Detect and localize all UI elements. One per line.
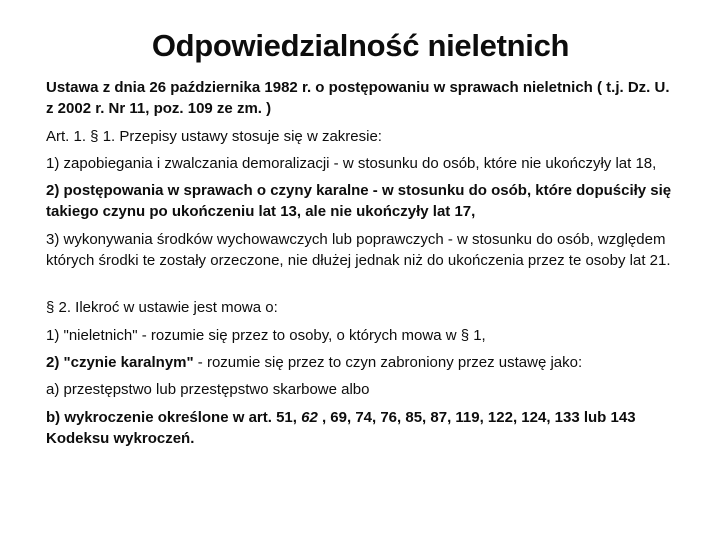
definition-body: - rozumie się przez to czyn zabroniony przez ustawę jako: — [193, 353, 583, 371]
paragraph-art1-par1: Art. 1. § 1. Przepisy ustawy stosuje się w zakresie: — [46, 127, 382, 145]
paragraph-definition-nieletni: 1) "nieletnich" - rozumie się przez to osoby, o których mowa w § 1, — [46, 326, 486, 344]
slide-title: Odpowiedzialność nieletnich — [151, 28, 570, 63]
slide-body — [46, 77, 675, 449]
letter-b-part-3: , 69, 74, 76, 85, 87, 119, 122, 124, 133 lub 143 Kodeksu wykroczeń. — [46, 408, 636, 447]
paragraph-point-2: 2) postępowania w sprawach o czyny karalne - w stosunku do osób, które dopuściły się takiego czynu po ukończeniu lat 13, ale nie ukończyły lat 17, — [46, 182, 672, 221]
paragraph-point-3: 3) wykonywania środków wychowawczych lub poprawczych - w stosunku do osób, względem których środki te zostały orzeczone, nie dłużej jednak niż do ukończenia przez te osoby lat 21. — [46, 230, 671, 270]
letter-b-part-1: b) wykroczenie określone w art. 51, — [46, 408, 302, 426]
paragraph-letter-a: a) przestępstwo lub przestępstwo skarbowe albo — [46, 381, 370, 399]
paragraph-par2-intro: § 2. Ilekroć w ustawie jest mowa o: — [46, 299, 278, 317]
paragraph-statute-reference: Ustawa z dnia 26 października 1982 r. o postępowaniu w sprawach nieletnich ( t.j. Dz. U. z 2002 r. Nr 11, poz. 109 ze zm. ) — [46, 79, 670, 118]
paragraph-letter-b — [46, 407, 675, 450]
paragraph-point-1: 1) zapobiegania i zwalczania demoralizacji - w stosunku do osób, które nie ukończyły lat 18, — [46, 154, 657, 172]
paragraph-definition-czyn-karalny — [46, 352, 675, 373]
letter-b-article-62: 62 — [301, 408, 322, 426]
definition-term: 2) "czynie karalnym" — [46, 353, 194, 371]
